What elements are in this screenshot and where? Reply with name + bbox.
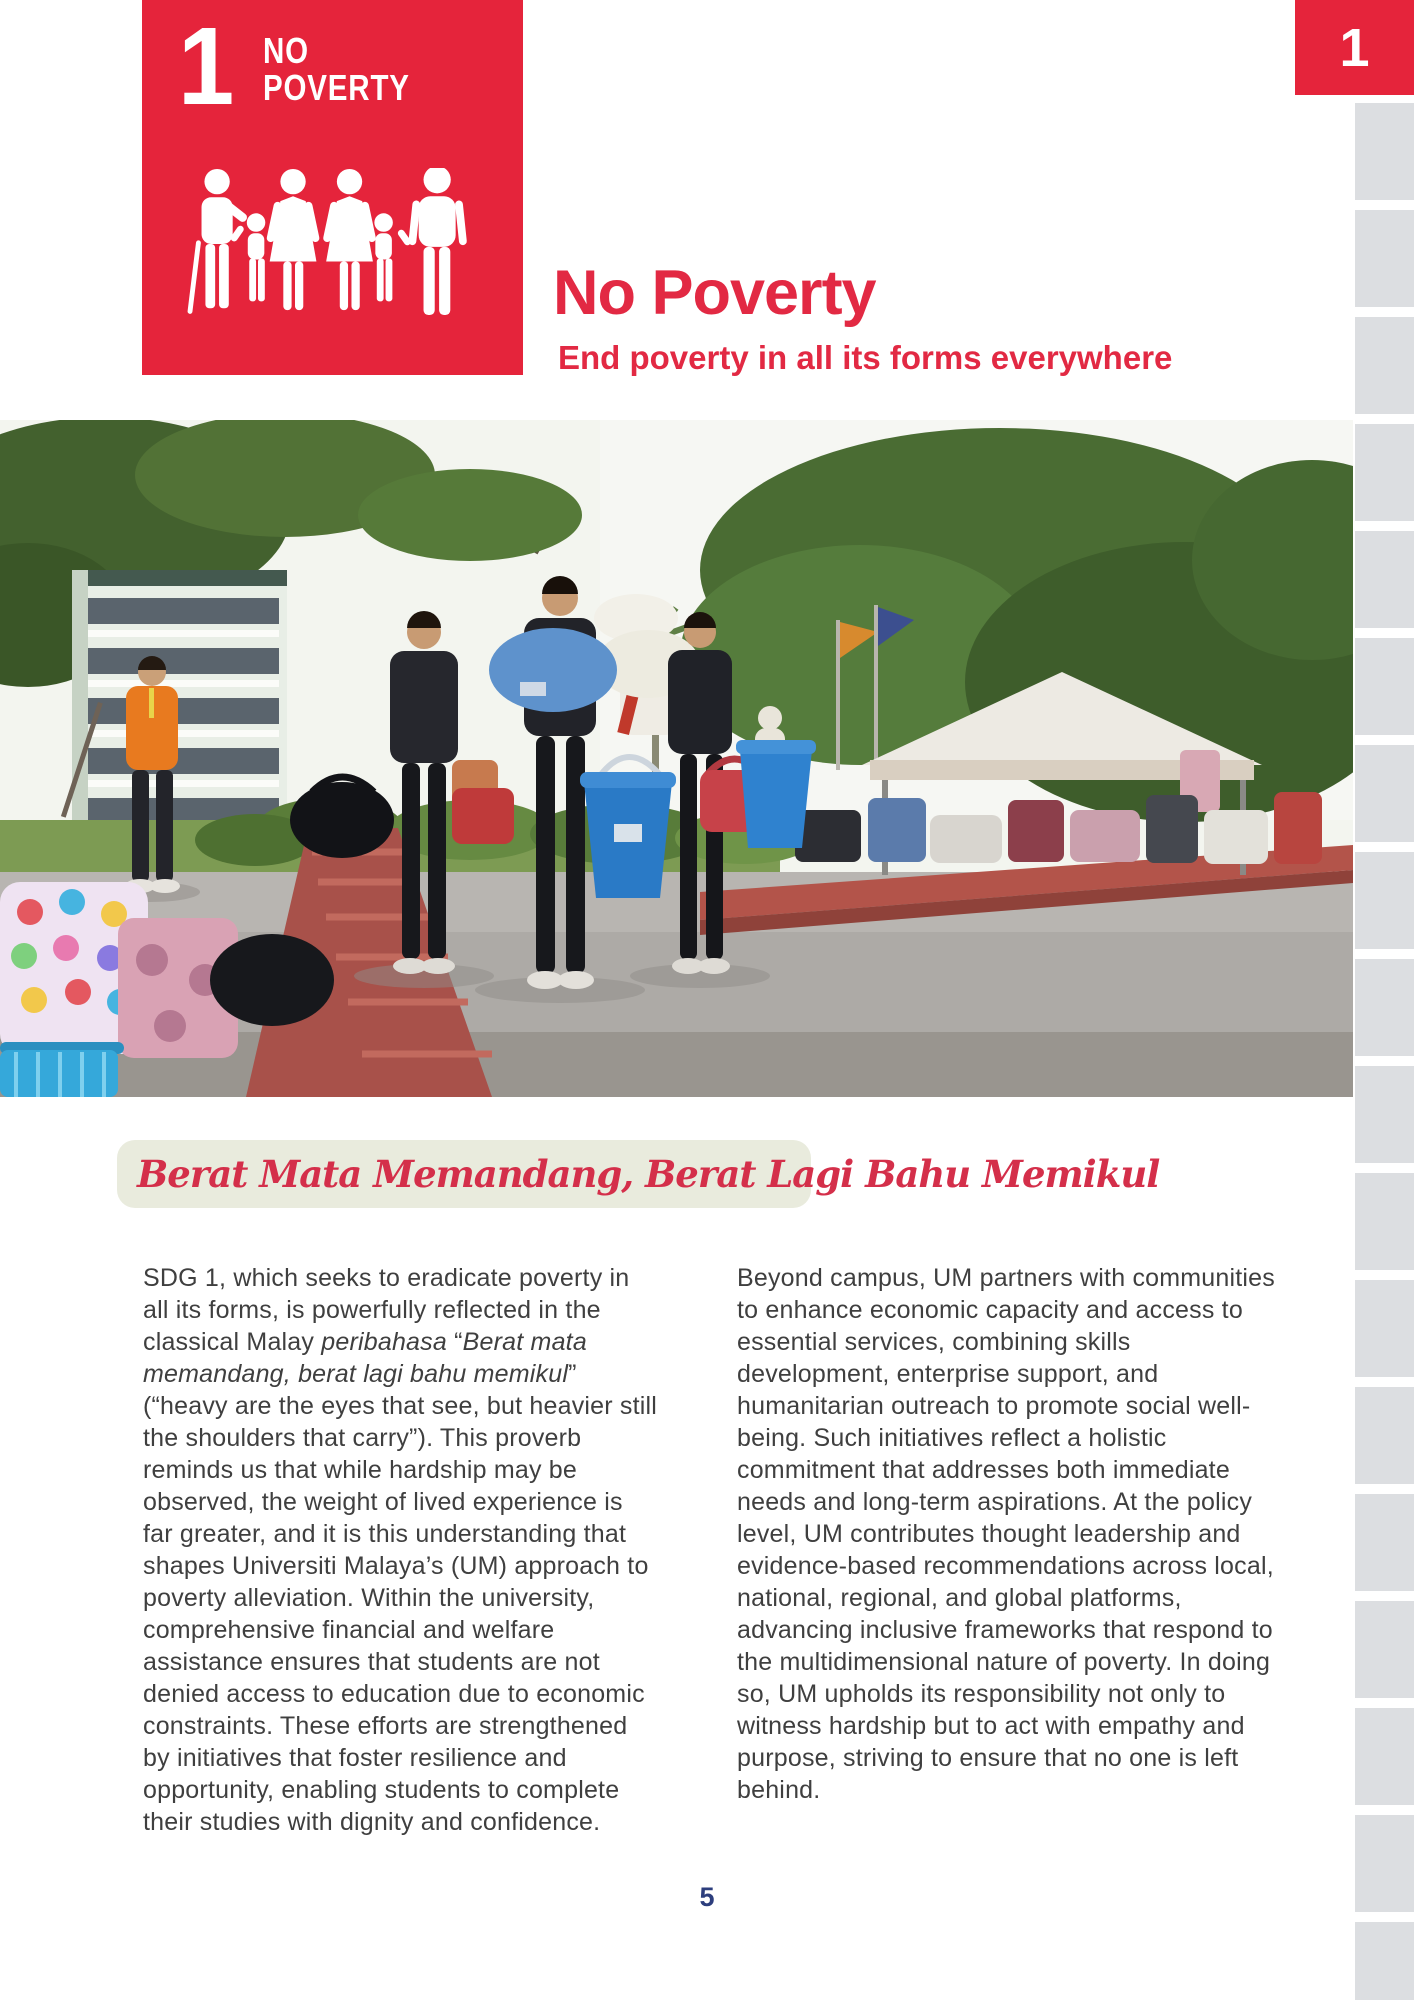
article-left-column: SDG 1, which seeks to eradicate poverty in all its forms, is powerfully reflected in the classical Malay peribahasa “Berat mata memandang, berat lagi bahu memikul” (“heavy are the eyes that see, but heavier still the shoulders that carry”). This proverb reminds us that while hardship may be observed, the weight of lived experience is far greater, and it is this understanding that shapes Universiti Malaya’s (UM) approach to poverty alleviation. Within the university, comprehensive financial and welfare assistance ensures that students are not denied access to education due to economic constraints. These efforts are strengthened by initiatives that foster resilience and opportunity, enabling students to complete their studies with dignity and confidence. — [143, 1264, 658, 1836]
sidebar-squares-rail — [1355, 103, 1414, 2000]
chapter-tab — [1295, 0, 1414, 95]
sdg1-badge-header — [178, 5, 442, 128]
hero-photo — [0, 420, 1353, 1097]
sdg-goal-name-line2: POVERTY — [263, 67, 411, 109]
page-subtitle: End poverty in all its forms everywhere — [558, 339, 1173, 376]
article-right-column: Beyond campus, UM partners with communities to enhance economic capacity and access to essential services, combining skills development, enterprise support, and humanitarian outreach to promote social well-being. Such initiatives reflect a holistic commitment that addresses both immediate needs and long-term aspirations. At the policy level, UM contributes thought leadership and evidence-based recommendations across local, national, regional, and global platforms, advancing inclusive frameworks that respond to the multidimensional nature of poverty. In doing so, UM upholds its responsibility not only to witness hardship but to act with empathy and purpose, striving to ensure that no one is left behind. — [737, 1264, 1275, 1804]
proverb-text: Berat Mata Memandang, Berat Lagi Bahu Memikul — [137, 1152, 1160, 1196]
sdg-goal-number: 1 — [178, 5, 233, 128]
page-number: 5 — [699, 1882, 715, 1912]
sdg-goal-name — [263, 32, 410, 112]
page-title: No Poverty — [553, 258, 876, 328]
proverb-banner — [117, 1140, 1160, 1208]
sdg1-badge — [142, 0, 523, 375]
sdg-goal-name-line1: NO — [263, 30, 310, 71]
chapter-tab-number: 1 — [1339, 17, 1370, 78]
family-figures-icon — [184, 168, 480, 316]
page-header — [553, 258, 1173, 376]
